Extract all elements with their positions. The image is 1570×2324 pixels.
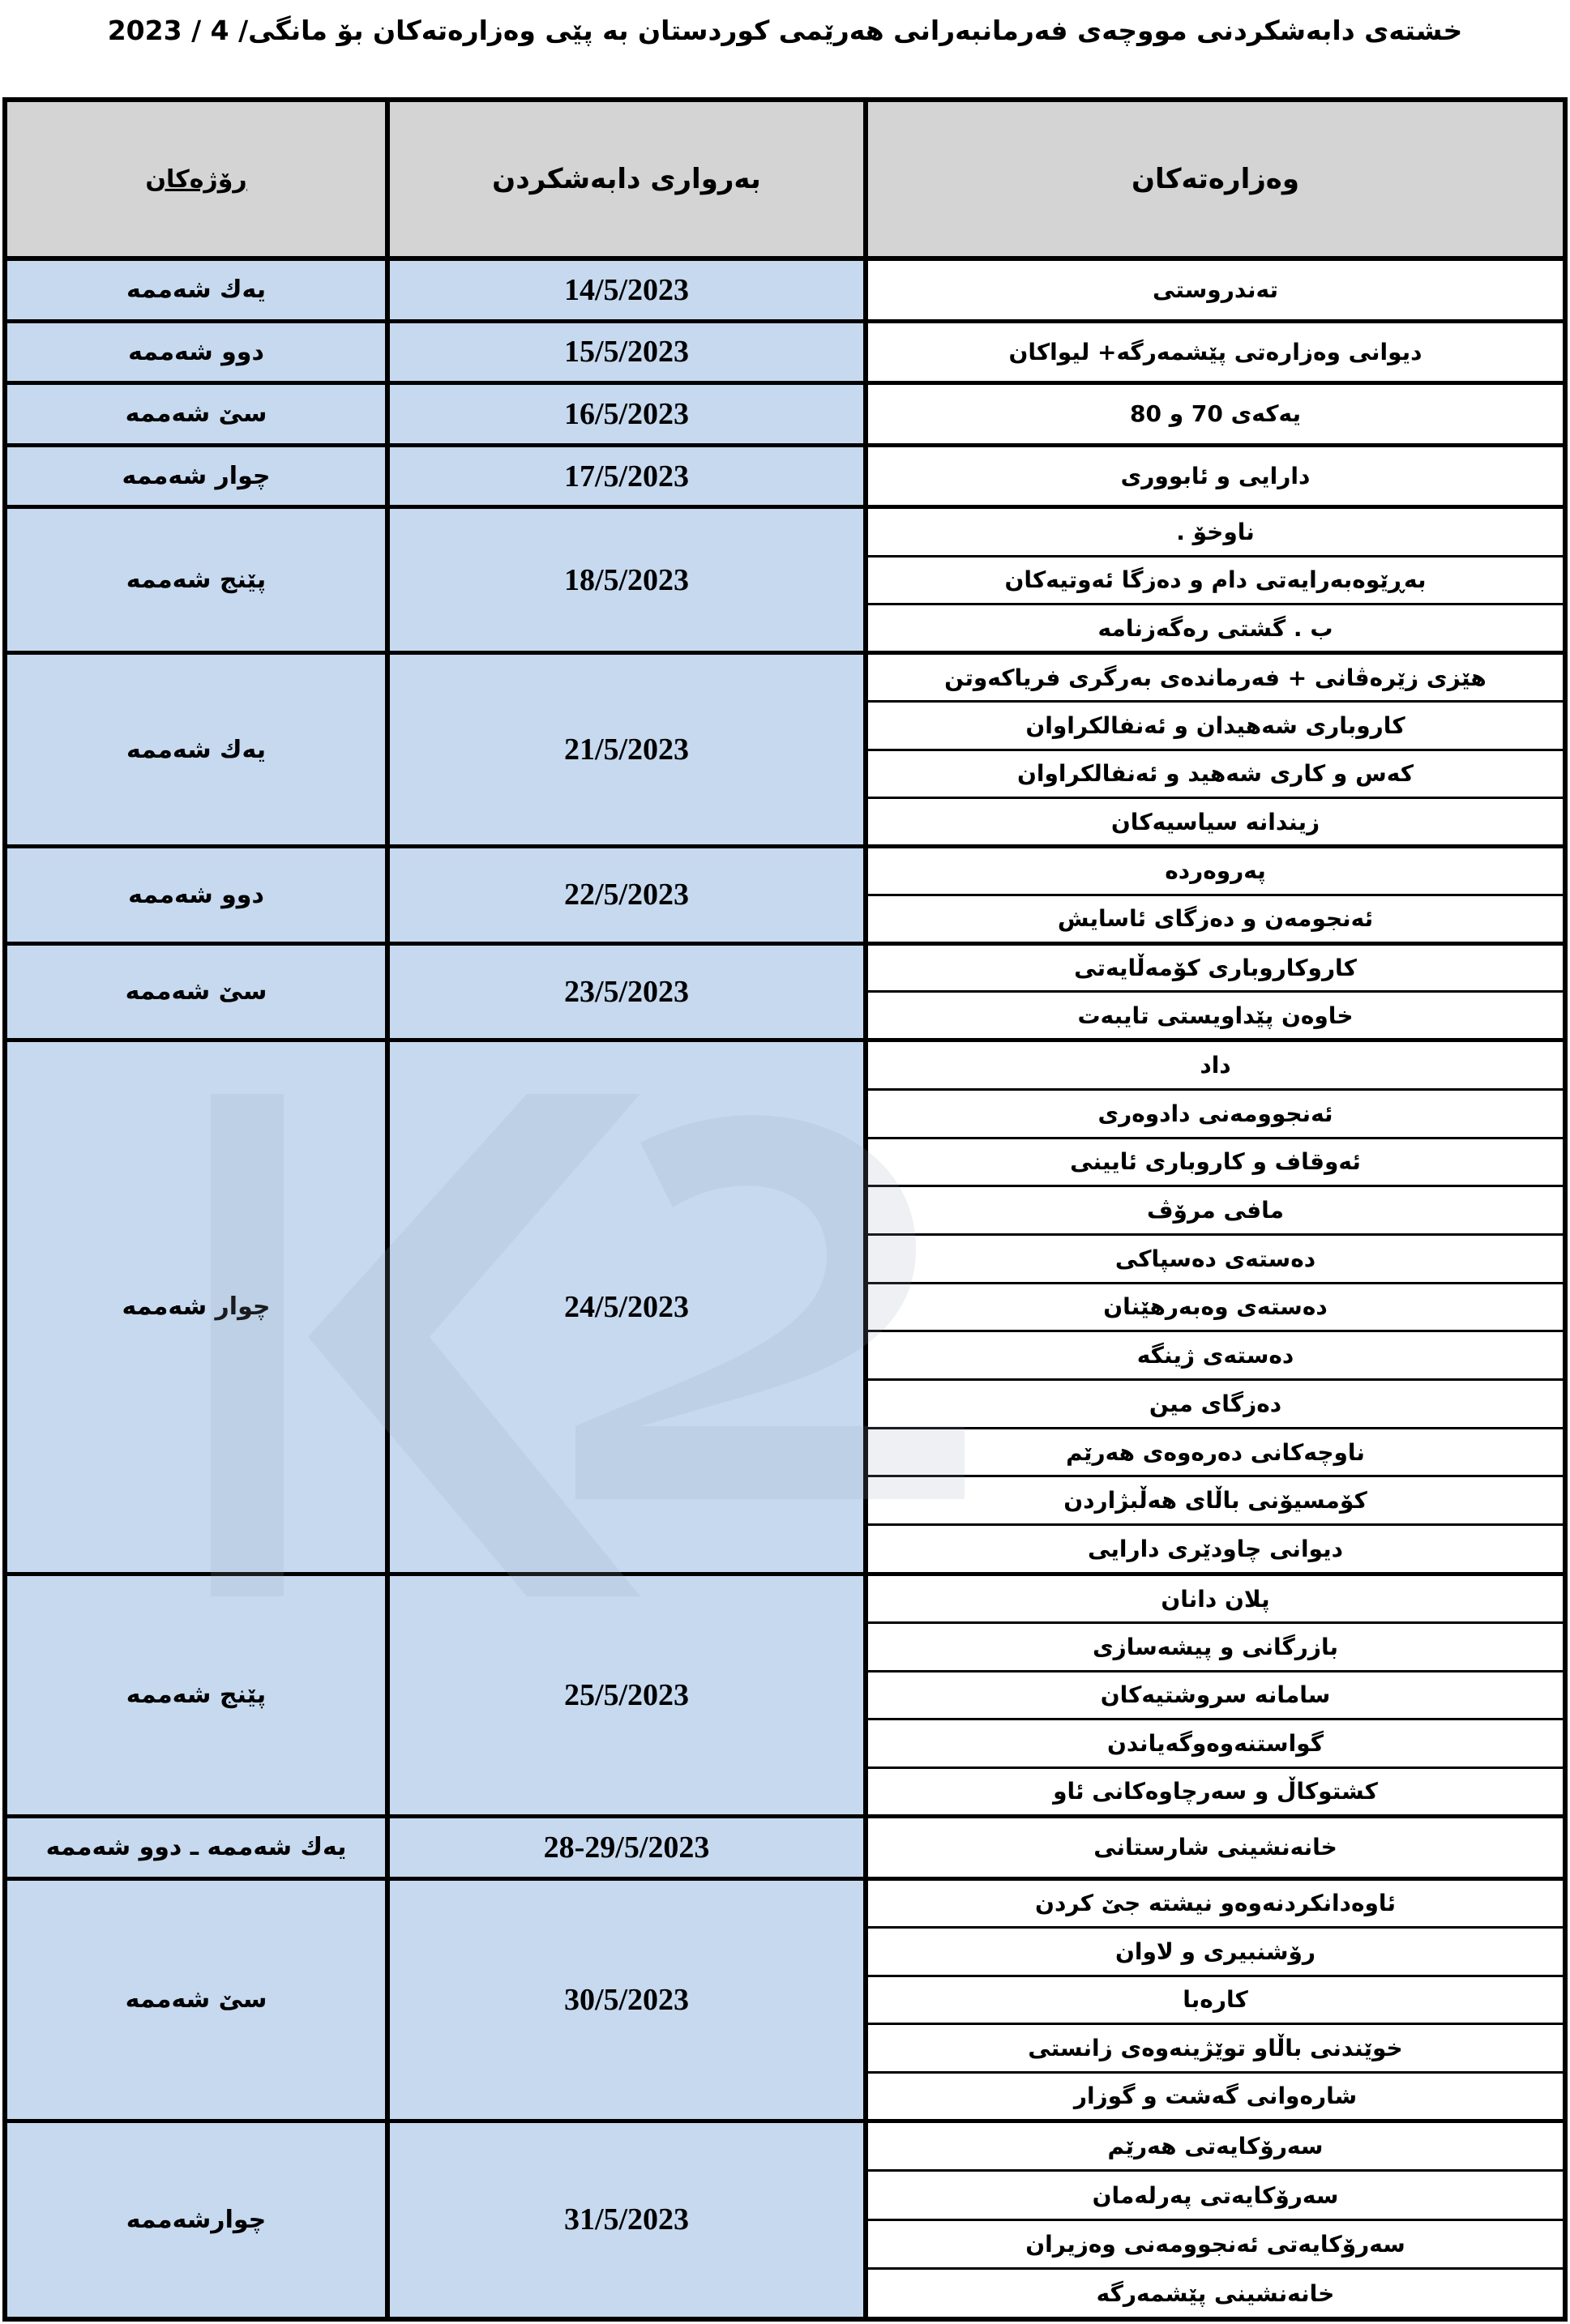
ministry-item: ناوخۆ . [868, 509, 1563, 557]
header-days [7, 102, 390, 261]
ministry-item: دارایی و ئابووری [1120, 463, 1311, 490]
ministry-item: ئەنجوومەنی دادوەری [868, 1091, 1563, 1139]
ministry-item: سەرۆکایەتی پەرلەمان [868, 2172, 1563, 2221]
header-ministries: وەزارەتەکان [868, 102, 1563, 261]
ministry-item: ئەنجومەن و دەزگای ئاسایش [1057, 905, 1374, 933]
day-cell: پێنج شەممە [7, 1576, 390, 1818]
ministries-cell [868, 1818, 1563, 1881]
date-cell: 18/5/2023 [390, 509, 868, 655]
date-cell: 17/5/2023 [390, 447, 868, 510]
date-cell: 31/5/2023 [390, 2123, 868, 2317]
date-cell: 16/5/2023 [390, 385, 868, 447]
date-cell: 24/5/2023 [390, 1042, 868, 1576]
page-title: خشتەی دابەشکردنی مووچەی فەرمانبەرانی هەرێمی کوردستان بە پێی وەزارەتەکان بۆ مانگی/ 4 / 2023 [107, 15, 1463, 46]
ministry-item: خوێندنی باڵاو توێژینەوەی زانستی [868, 2025, 1563, 2073]
ministry-item: بەڕێوەبەرایەتی دام و دەزگا ئەوتیەکان [868, 558, 1563, 605]
day-cell: چوار شەممە [7, 447, 390, 510]
ministry-item: دەستەی وەبەرهێنان [868, 1284, 1563, 1333]
date-cell: 14/5/2023 [390, 261, 868, 323]
day-cell: یەك شەممە [7, 655, 390, 848]
ministries-cell [868, 509, 1563, 655]
ministry-item: خانەنشینی پێشمەرگە [1096, 2279, 1335, 2307]
day-cell: یەك شەممە [7, 261, 390, 323]
day-cell: دوو شەممە [7, 848, 390, 946]
ministry-item: کەس و کاری شەهید و ئەنفالکراوان [868, 751, 1563, 799]
date-cell: 25/5/2023 [390, 1576, 868, 1818]
ministry-item: پلان دانان [868, 1576, 1563, 1624]
ministry-item: کاروباری شەهیدان و ئەنفالکراوان [868, 703, 1563, 750]
date-cell: 22/5/2023 [390, 848, 868, 946]
ministries-cell [868, 655, 1563, 848]
ministries-cell [868, 848, 1563, 946]
ministry-item: ئەوقاف و کاروباری ئایینی [868, 1139, 1563, 1188]
ministry-item: ئاوەدانکردنەوەو نیشتە جێ کردن [868, 1881, 1563, 1929]
ministry-item: دەستەی دەسپاکی [868, 1236, 1563, 1284]
ministry-item: سەرۆکایەتی هەرێم [868, 2123, 1563, 2172]
ministry-item: دیوانی چاودێری دارایی [1088, 1535, 1343, 1562]
day-cell: یەك شەممە ـ دوو شەممە [7, 1818, 390, 1881]
ministries-cell [868, 385, 1563, 447]
date-cell: 30/5/2023 [390, 1881, 868, 2123]
ministry-item: پەروەردە [868, 848, 1563, 896]
ministries-cell [868, 323, 1563, 386]
salary-schedule-table [2, 97, 1568, 2322]
ministries-cell [868, 261, 1563, 323]
ministry-item: دەستەی ژینگە [868, 1332, 1563, 1381]
header-date: بەرواری دابەشکردن [390, 102, 868, 261]
day-cell: چوارشەممە [7, 2123, 390, 2317]
day-cell: چوار شەممە [7, 1042, 390, 1576]
ministry-item: تەندروستی [1153, 276, 1278, 304]
ministry-item: رۆشنبیری و لاوان [868, 1929, 1563, 1976]
ministry-item: خانەنشینی شارستانی [1093, 1834, 1337, 1861]
ministry-item: کشتوکاڵ و سەرچاوەکانی ئاو [1053, 1778, 1378, 1805]
ministry-item: هێزی زێرەڤانی + فەرماندەی بەرگری فریاکەوتن [868, 655, 1563, 703]
ministries-cell [868, 2123, 1563, 2317]
ministry-item: دەزگای مین [868, 1381, 1563, 1429]
date-cell: 23/5/2023 [390, 946, 868, 1043]
ministry-item: گواستنەوەوگەیاندن [868, 1720, 1563, 1768]
ministry-item: سەرۆکایەتی ئەنجوومەنی وەزیران [868, 2221, 1563, 2271]
day-cell: دوو شەممە [7, 323, 390, 386]
ministry-item: زیندانە سیاسیەکان [1110, 808, 1320, 835]
header-days-label: رۆژەکان [145, 164, 247, 194]
ministry-item: سامانە سروشتیەکان [868, 1673, 1563, 1720]
ministries-cell [868, 447, 1563, 510]
ministry-item: یەکەی 70 و 80 [1130, 400, 1302, 428]
ministry-item: دیوانی وەزارەتی پێشمەرگە+ لیواکان [1008, 338, 1422, 365]
day-cell: پێنج شەممە [7, 509, 390, 655]
ministries-cell [868, 1881, 1563, 2123]
day-cell: سێ شەممە [7, 946, 390, 1043]
day-cell: سێ شەممە [7, 385, 390, 447]
ministries-cell [868, 1042, 1563, 1576]
day-cell: سێ شەممە [7, 1881, 390, 2123]
ministries-cell [868, 1576, 1563, 1818]
ministry-item: ناوچەکانی دەرەوەی هەرێم [868, 1429, 1563, 1478]
date-cell: 28-29/5/2023 [390, 1818, 868, 1881]
ministry-item: مافی مرۆڤ [868, 1187, 1563, 1236]
ministry-item: کارەبا [868, 1977, 1563, 2025]
date-cell: 15/5/2023 [390, 323, 868, 386]
ministry-item: بازرگانی و پیشەسازی [868, 1624, 1563, 1672]
ministry-item: داد [868, 1042, 1563, 1091]
date-cell: 21/5/2023 [390, 655, 868, 848]
ministries-cell [868, 946, 1563, 1043]
ministry-item: خاوەن پێداویستی تایبەت [1077, 1002, 1354, 1029]
ministry-item: شارەوانی گەشت و گوزار [1073, 2083, 1358, 2110]
ministry-item: کاروکاروباری کۆمەڵایەتی [868, 946, 1563, 993]
ministry-item: ب . گشتی رەگەزنامە [1097, 614, 1333, 642]
ministry-item: کۆمسیۆنی باڵای هەڵبژاردن [868, 1477, 1563, 1526]
